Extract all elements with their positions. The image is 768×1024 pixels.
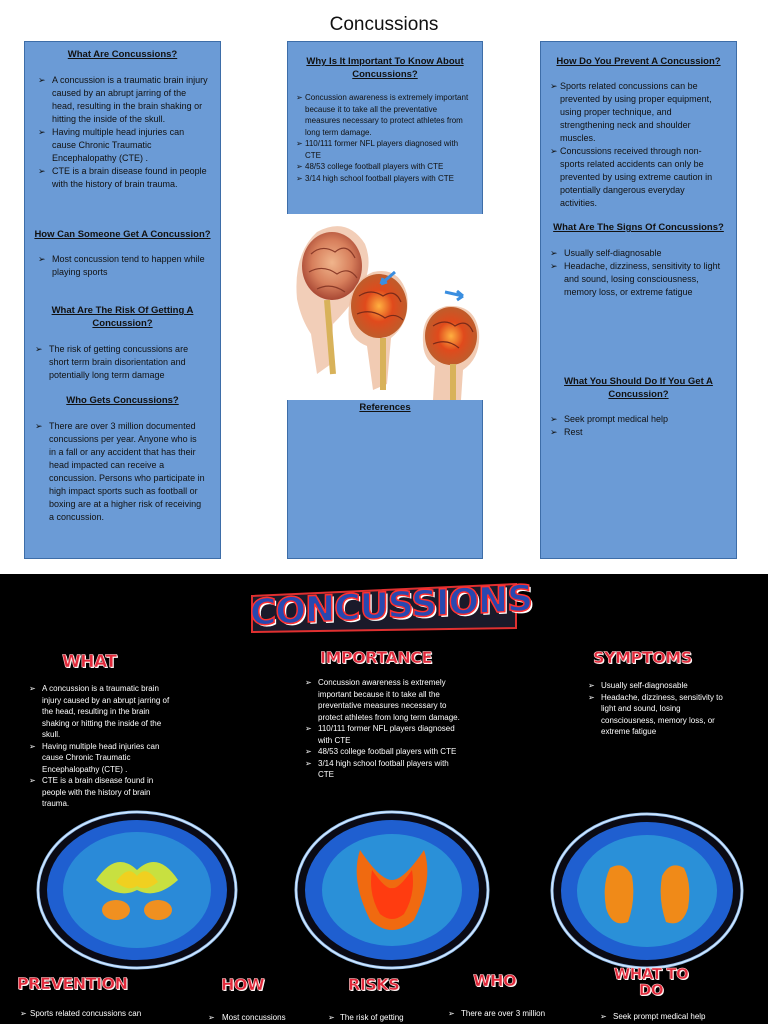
- heading-risk-of-concussion: What Are The Risk Of Getting A Concussion?: [51, 305, 194, 329]
- list-who-gets-concussions: [35, 420, 206, 524]
- heading-what-are-concussions: What Are Concussions?: [67, 49, 178, 60]
- heading-what-to-do-line-2: DO: [638, 981, 664, 999]
- list-item: ➢ The risk of getting: [328, 1012, 448, 1024]
- heading-why-important: Why Is It Important To Know About Concussions?: [306, 56, 464, 80]
- list-signs-of-concussion: [550, 247, 724, 299]
- list-item: ➢ 110/111 former NFL players diagnosed with CTE: [305, 723, 465, 746]
- list-importance: [305, 677, 465, 781]
- heading-prevention: PREVENTION: [17, 974, 128, 993]
- poster-title: [250, 578, 533, 635]
- references-link[interactable]: References: [359, 402, 411, 413]
- heading-who: WHO: [473, 971, 517, 990]
- list-item: ➢ Seek prompt medical help: [600, 1011, 740, 1023]
- list-prevent-concussion: [550, 80, 724, 210]
- list-item: ➢ Having multiple head injuries can cause Chronic Traumatic Encephalopathy (CTE) .: [38, 126, 208, 165]
- list-how-get-concussion: [38, 253, 208, 279]
- list-item: ➢ Headache, dizziness, sensitivity to light and sound, losing consciousness, memory loss, or extreme fatigue: [550, 260, 724, 299]
- list-symptoms: [588, 680, 728, 738]
- list-what-to-do: [550, 413, 724, 439]
- panel-prevention: [540, 41, 737, 559]
- list-item: ➢ 3/14 high school football players with CTE: [296, 173, 472, 185]
- brain-scan-image-3: [550, 812, 744, 970]
- list-how: [208, 1012, 318, 1024]
- list-item: ➢ There are over 3 million: [448, 1008, 578, 1020]
- list-item: ➢ Most concussions: [208, 1012, 318, 1024]
- list-item: ➢ Having multiple head injuries can cause Chronic Traumatic Encephalopathy (CTE) .: [29, 741, 179, 776]
- list-item: ➢ Usually self-diagnosable: [550, 247, 724, 260]
- list-item: ➢ 48/53 college football players with CTE: [296, 161, 472, 173]
- list-item: ➢ Headache, dizziness, sensitivity to light and sound, losing consciousness, memory loss, or extreme fatigue: [588, 692, 728, 738]
- heading-signs-of-concussion: What Are The Signs Of Concussions?: [553, 222, 724, 233]
- list-item: ➢ A concussion is a traumatic brain injury caused by an abrupt jarring of the head, resulting in the brain shaking or hitting the inside of the skull.: [29, 683, 179, 741]
- list-item: ➢ 3/14 high school football players with CTE: [305, 758, 465, 781]
- list-who: [448, 1008, 578, 1020]
- list-what: [29, 683, 179, 810]
- poster-title-text: CONCUSSIONS: [250, 578, 533, 635]
- heading-who-gets-concussions: Who Gets Concussions?: [66, 395, 179, 406]
- list-item: ➢ Seek prompt medical help: [550, 413, 724, 426]
- list-item: ➢ The risk of getting concussions are short term brain disorientation and potentially long term damage: [35, 343, 208, 382]
- list-item: ➢ Concussion awareness is extremely important because it to take all the preventative measures necessary to protect athletes from long term damage.: [305, 677, 465, 723]
- list-item: ➢ Usually self-diagnosable: [588, 680, 728, 692]
- list-item: ➢ Sports related concussions can be prevented by using proper equipment, using proper technique, and strengthening neck and shoulder muscles.: [550, 80, 724, 145]
- heading-what: WHAT: [62, 652, 117, 672]
- list-item: ➢ There are over 3 million documented concussions per year. Anyone who is in a fall or any accident that has their head impacted can receive a concussion. Persons who participate in high impact sports such as football or boxing are at a higher risk of receiving a concussion.: [35, 420, 206, 524]
- heading-risks: RISKS: [348, 975, 400, 994]
- list-item: ➢ A concussion is a traumatic brain injury caused by an abrupt jarring of the head, resulting in the brain shaking or hitting the inside of the skull.: [38, 74, 208, 126]
- page-title: Concussions: [329, 14, 439, 35]
- list-prevention: [20, 1008, 180, 1020]
- list-item: ➢ CTE is a brain disease found in people with the history of brain trauma.: [29, 775, 179, 810]
- heading-how-get-concussion: How Can Someone Get A Concussion?: [34, 229, 211, 240]
- list-item: ➢ Most concussion tend to happen while playing sports: [38, 253, 208, 279]
- heading-importance: IMPORTANCE: [320, 648, 432, 667]
- brain-scan-image-2: [294, 810, 490, 970]
- list-item: ➢ 110/111 former NFL players diagnosed with CTE: [296, 138, 472, 161]
- list-item: ➢ CTE is a brain disease found in people with the history of brain trauma.: [38, 165, 208, 191]
- concussions-poster: [0, 574, 768, 1024]
- heading-what-to-do: What You Should Do If You Get A Concussion?: [564, 376, 713, 400]
- list-item: ➢ 48/53 college football players with CTE: [305, 746, 465, 758]
- brain-scan-image-1: [36, 810, 238, 970]
- heading-prevent-concussion: How Do You Prevent A Concussion?: [556, 56, 721, 67]
- list-risks: [328, 1012, 448, 1024]
- list-item: ➢ Concussion awareness is extremely important because it to take all the preventative measures necessary to protect athletes from long term damage.: [296, 92, 472, 138]
- list-item: ➢ Concussions received through non-sports related accidents can only be prevented by using extreme caution in potentially dangerous everyday activities.: [550, 145, 724, 210]
- list-risk-of-concussion: [35, 343, 208, 382]
- heading-what-to-do-poster: [601, 966, 701, 998]
- heading-what-to-do-line-1: WHAT TO: [613, 965, 689, 983]
- brain-injury-illustration: [287, 214, 483, 400]
- list-item: ➢ Rest: [550, 426, 724, 439]
- heading-how: HOW: [221, 975, 265, 994]
- panel-what-are-concussions: [24, 41, 221, 559]
- list-why-important: [296, 92, 472, 184]
- list-what-to-do-poster: [600, 1011, 740, 1023]
- list-what-are-concussions: [38, 74, 208, 191]
- heading-symptoms: SYMPTOMS: [593, 648, 692, 667]
- list-item: ➢ Sports related concussions can: [20, 1008, 180, 1020]
